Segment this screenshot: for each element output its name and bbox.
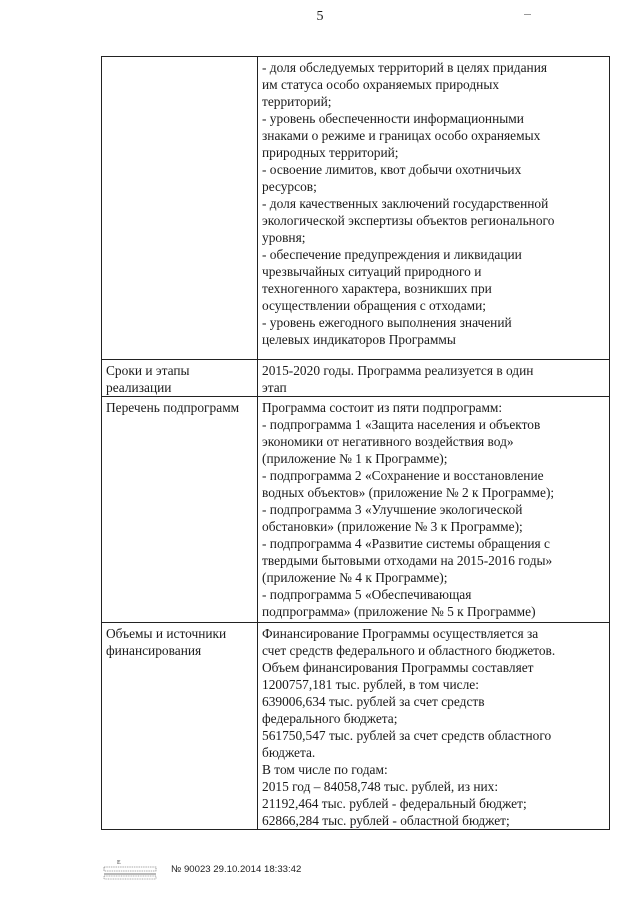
label-line: Сроки и этапы	[106, 363, 190, 378]
content-line: экологической экспертизы объектов регионального	[262, 213, 555, 228]
row-content	[258, 57, 610, 360]
corner-mark	[524, 14, 531, 20]
content-line: - уровень обеспеченности информационными	[262, 111, 524, 126]
content-line: бюджета.	[262, 745, 316, 760]
content-line: осуществлении обращения с отходами;	[262, 298, 487, 313]
content-line: (приложение № 4 к Программе);	[262, 570, 448, 585]
content-line: - доля качественных заключений государственной	[262, 196, 549, 211]
content-line: - подпрограмма 5 «Обеспечивающая	[262, 587, 472, 602]
content-line: федерального бюджета;	[262, 711, 398, 726]
page-number: 5	[316, 9, 324, 24]
content-line: экономики от негативного воздействия вод»	[262, 434, 514, 449]
content-line: 62866,284 тыс. рублей - областной бюджет;	[262, 813, 510, 828]
label-line: реализации	[106, 380, 172, 395]
content-line: техногенного характера, возникших при	[262, 281, 492, 296]
registration-stamp-icon	[101, 857, 159, 883]
content-line: 639006,634 тыс. рублей за счет средств	[262, 694, 485, 709]
content-line: счет средств федерального и областного бюджетов.	[262, 643, 556, 658]
row-label	[102, 397, 258, 623]
content-line: 561750,547 тыс. рублей за счет средств областного	[262, 728, 552, 743]
content-line: - обеспечение предупреждения и ликвидации	[262, 247, 522, 262]
row-label	[102, 360, 258, 397]
content-line: 2015-2020 годы. Программа реализуется в один	[262, 363, 534, 378]
content-line: водных объектов» (приложение № 2 к Программе);	[262, 485, 555, 500]
table-row	[102, 57, 610, 360]
row-content	[258, 397, 610, 623]
content-line: обстановки» (приложение № 3 к Программе);	[262, 519, 523, 534]
content-line: - подпрограмма 1 «Защита населения и объектов	[262, 417, 541, 432]
label-line: финансирования	[106, 643, 202, 658]
table-row	[102, 397, 610, 623]
content-line: 1200757,181 тыс. рублей, в том числе:	[262, 677, 479, 692]
content-line: чрезвычайных ситуаций природного и	[262, 264, 482, 279]
content-line: им статуса особо охраняемых природных	[262, 77, 500, 92]
registration-number: № 90023 29.10.2014 18:33:42	[171, 864, 302, 875]
footer	[101, 857, 401, 885]
row-content	[258, 623, 610, 830]
content-line: природных территорий;	[262, 145, 399, 160]
content-line: твердыми бытовыми отходами на 2015-2016 годы»	[262, 553, 553, 568]
row-label	[102, 57, 258, 360]
content-line: Программа состоит из пяти подпрограмм:	[262, 400, 503, 415]
content-line: - освоение лимитов, квот добычи охотничьих	[262, 162, 522, 177]
row-label	[102, 623, 258, 830]
content-line: - уровень ежегодного выполнения значений	[262, 315, 512, 330]
content-line: 2015 год – 84058,748 тыс. рублей, из них:	[262, 779, 499, 794]
table-body	[102, 57, 610, 830]
table-row	[102, 360, 610, 397]
content-line: Объем финансирования Программы составляет	[262, 660, 534, 675]
content-line: ресурсов;	[262, 179, 317, 194]
content-line: - подпрограмма 2 «Сохранение и восстановление	[262, 468, 544, 483]
content-line: Финансирование Программы осуществляется за	[262, 626, 539, 641]
content-line: - подпрограмма 3 «Улучшение экологической	[262, 502, 523, 517]
content-line: знаками о режиме и границах особо охраняемых	[262, 128, 541, 143]
table-row	[102, 623, 610, 830]
content-line: (приложение № 1 к Программе);	[262, 451, 448, 466]
content-line: - доля обследуемых территорий в целях придания	[262, 60, 548, 75]
label-line: Перечень подпрограмм	[106, 400, 240, 415]
content-line: территорий;	[262, 94, 332, 109]
content-line: В том числе по годам:	[262, 762, 388, 777]
content-line: уровня;	[262, 230, 306, 245]
content-line: целевых индикаторов Программы	[262, 332, 456, 347]
program-passport-table	[101, 56, 610, 830]
content-line: - подпрограмма 4 «Развитие системы обращения с	[262, 536, 550, 551]
content-line: этап	[262, 380, 287, 395]
row-content	[258, 360, 610, 397]
label-line: Объемы и источники	[106, 626, 227, 641]
content-line: подпрограмма» (приложение № 5 к Программе)	[262, 604, 536, 619]
content-line: 21192,464 тыс. рублей - федеральный бюджет;	[262, 796, 527, 811]
svg-text:E: E	[117, 860, 121, 866]
